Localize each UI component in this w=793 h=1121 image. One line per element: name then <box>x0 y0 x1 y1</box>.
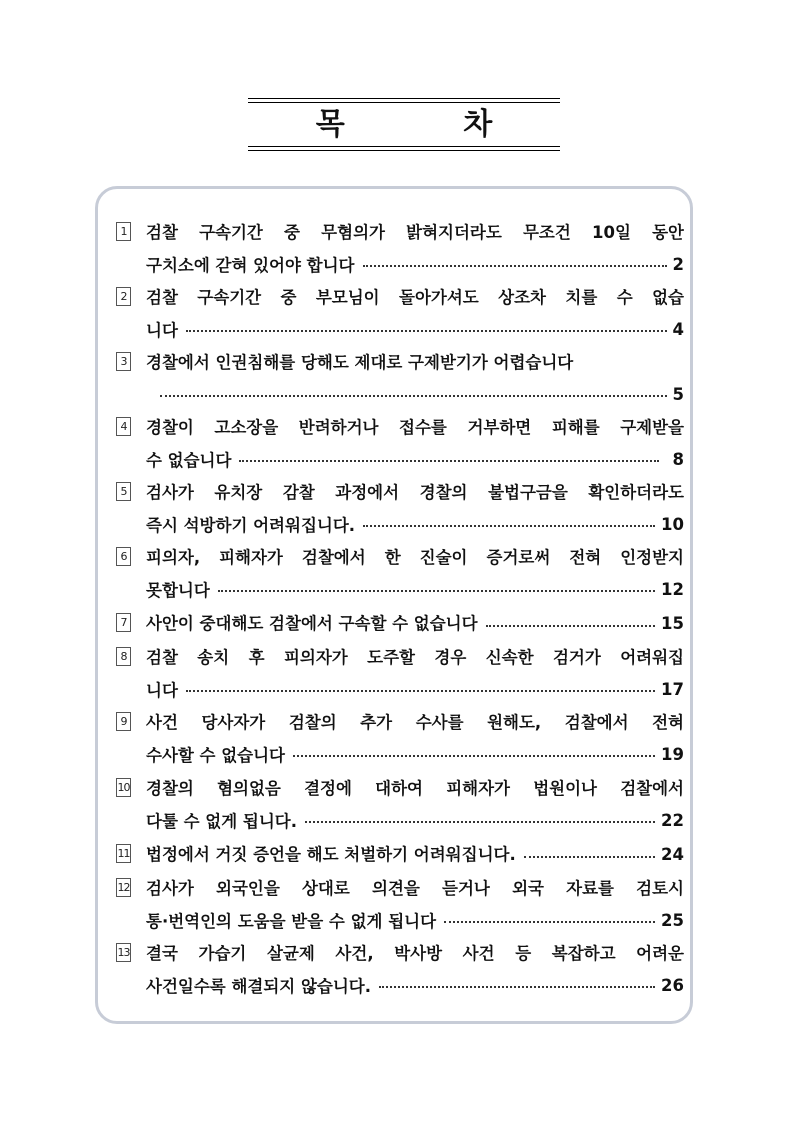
entry-title-cont: 못합니다 <box>146 581 210 600</box>
dot-leader <box>363 525 655 527</box>
title-rule-top-2 <box>248 102 560 103</box>
entry-page: 5 <box>672 384 684 404</box>
entry-number: 9 <box>116 712 131 731</box>
entry-title: 법정에서 거짓 증언을 해도 처벌하기 어려워집니다. <box>146 845 516 864</box>
entry-page: 10 <box>661 514 684 534</box>
entry-page: 8 <box>672 449 684 469</box>
entry-number: 10 <box>116 778 131 797</box>
title-rule-top-1 <box>248 98 560 99</box>
entry-number: 7 <box>116 613 131 632</box>
entry-number: 6 <box>116 547 131 566</box>
dot-leader <box>379 986 655 988</box>
entry-title: 경찰의 혐의없음 결정에 대하여 피해자가 법원이나 검찰에서 <box>146 779 684 798</box>
entry-number: 12 <box>116 878 131 897</box>
entry-page: 12 <box>661 579 684 599</box>
entry-number: 3 <box>116 352 131 371</box>
dot-leader <box>186 690 655 692</box>
entry-number: 8 <box>116 647 131 666</box>
entry-title: 검찰 구속기간 중 무혐의가 밝혀지더라도 무조건 10일 동안 <box>146 223 684 242</box>
entry-title-cont: 니다 <box>146 321 178 340</box>
entry-title: 결국 가습기 살균제 사건, 박사방 사건 등 복잡하고 어려운 <box>146 944 684 963</box>
entry-title: 사건 당사자가 검찰의 추가 수사를 원해도, 검찰에서 전혀 <box>146 713 684 732</box>
entry-page: 26 <box>661 975 684 995</box>
dot-leader <box>363 265 667 267</box>
entry-title-cont: 수 없습니다 <box>146 451 232 470</box>
title-block <box>248 98 560 154</box>
entry-title: 사안이 중대해도 검찰에서 구속할 수 없습니다 <box>146 614 478 633</box>
title-rule-bottom-1 <box>248 146 560 147</box>
entry-page: 15 <box>661 614 684 633</box>
title-rule-bottom-2 <box>248 150 560 151</box>
entry-title: 경찰에서 인권침해를 당해도 제대로 구제받기가 어렵습니다 <box>146 353 574 372</box>
toc-box <box>95 186 693 1024</box>
entry-page: 22 <box>661 810 684 830</box>
dot-leader <box>524 856 655 858</box>
entry-title: 검찰 송치 후 피의자가 도주할 경우 신속한 검거가 어려워집 <box>146 648 684 667</box>
entry-page: 19 <box>661 744 684 764</box>
entry-title-cont: 통·번역인의 도움을 받을 수 없게 됩니다 <box>146 912 437 931</box>
entry-title-cont: 니다 <box>146 681 178 700</box>
entry-number: 1 <box>116 222 131 241</box>
entry-title-cont: 구치소에 갇혀 있어야 합니다 <box>146 256 355 275</box>
entry-title-cont: 사건일수록 해결되지 않습니다. <box>146 977 371 996</box>
entry-page: 25 <box>661 910 684 930</box>
entry-title: 검찰 구속기간 중 부모님이 돌아가셔도 상조차 치를 수 없습 <box>146 288 684 307</box>
dot-leader <box>160 395 667 397</box>
dot-leader <box>186 330 667 332</box>
entry-number: 2 <box>116 287 131 306</box>
dot-leader <box>486 625 655 627</box>
entry-page: 4 <box>672 319 684 339</box>
entry-number: 5 <box>116 482 131 501</box>
entry-number: 4 <box>116 417 131 436</box>
page-title: 목 차 <box>315 107 547 142</box>
entry-title: 검사가 외국인을 상대로 의견을 듣거나 외국 자료를 검토시 <box>146 879 684 898</box>
entry-page: 17 <box>661 679 684 699</box>
dot-leader <box>293 755 655 757</box>
entry-number: 11 <box>116 844 131 863</box>
entry-title: 검사가 유치장 감찰 과정에서 경찰의 불법구금을 확인하더라도 <box>146 483 684 502</box>
dot-leader <box>444 921 655 923</box>
entry-title: 경찰이 고소장을 반려하거나 접수를 거부하면 피해를 구제받을 <box>146 418 684 437</box>
entry-title: 피의자, 피해자가 검찰에서 한 진술이 증거로써 전혀 인정받지 <box>146 548 684 567</box>
entry-title-cont: 다툴 수 없게 됩니다. <box>146 812 298 831</box>
entry-page: 2 <box>672 254 684 274</box>
entry-number: 13 <box>116 943 131 962</box>
entry-page: 24 <box>661 845 684 864</box>
entry-title-cont: 수사할 수 없습니다 <box>146 746 286 765</box>
dot-leader <box>239 460 658 462</box>
dot-leader <box>218 590 655 592</box>
entry-title-cont: 즉시 석방하기 어려워집니다. <box>146 516 356 535</box>
dot-leader <box>305 821 655 823</box>
